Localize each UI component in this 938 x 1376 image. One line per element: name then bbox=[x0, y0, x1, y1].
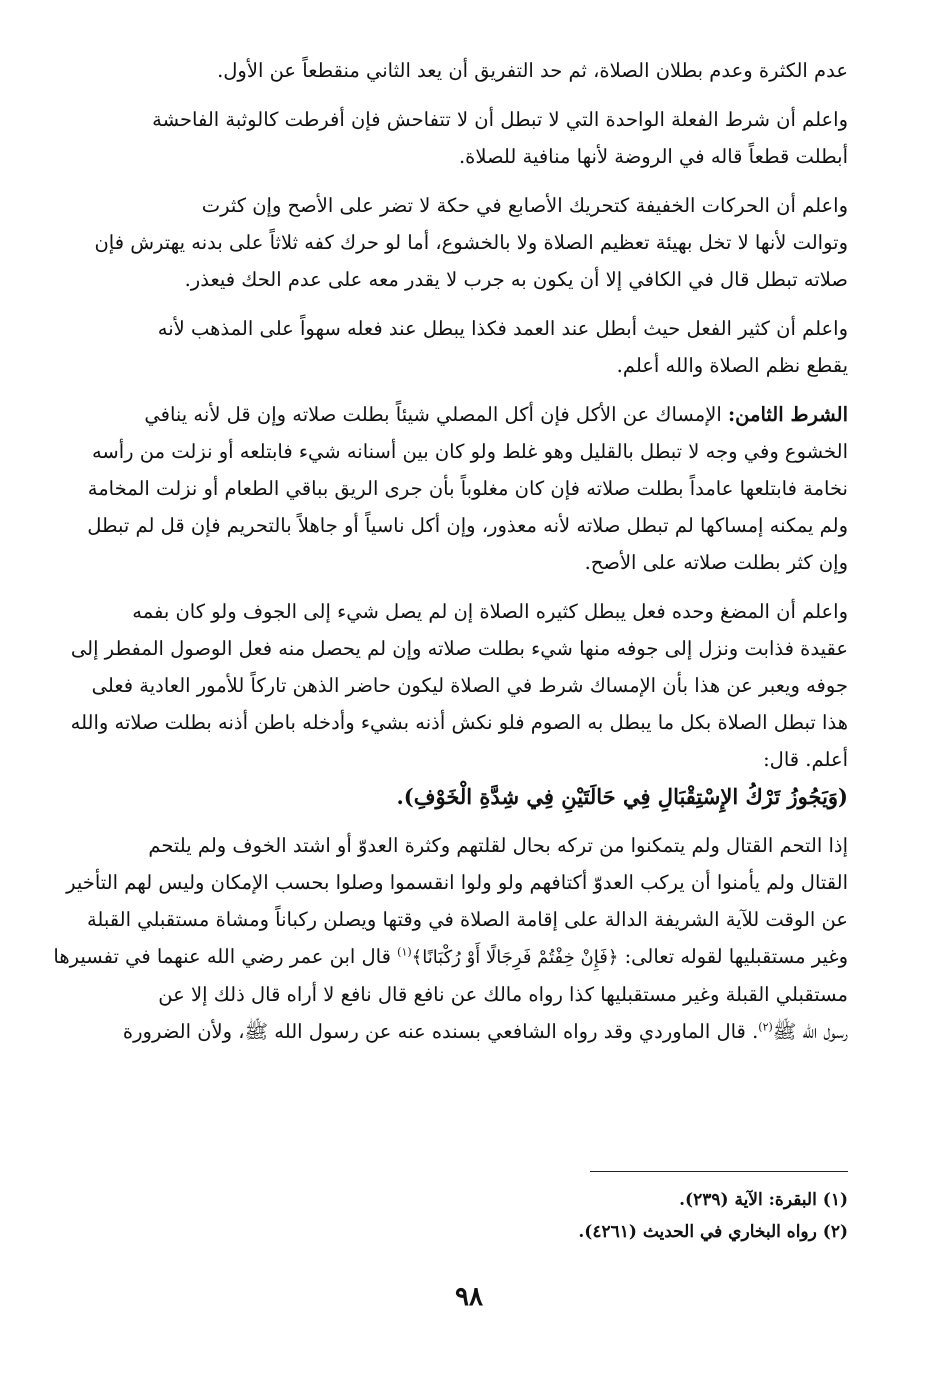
section-heading: الشرط الثامن: bbox=[727, 403, 848, 426]
footnote-1: (١) البقرة: الآية (٢٣٩). bbox=[679, 1190, 848, 1210]
text-line: مستقبلي القبلة وغير مستقبليها كذا رواه مالك عن نافع قال نافع لا أراه قال ذلك إلا عن bbox=[158, 983, 848, 1006]
text-line: هذا تبطل الصلاة بكل ما يبطل به الصوم فلو نكش أذنه بشيء وأدخله باطن أذنه بطلت صلاته والله bbox=[70, 711, 848, 734]
quran-verse: ﴿فَإِنْ خِفْتُمْ فَرِجَالًا أَوْ رُكْبَانًا﴾ bbox=[411, 947, 619, 968]
matn-quote: (وَيَجُوزُ تَرْكُ الإِسْتِقْبَالِ فِي حَالَتَيْنِ فِي شِدَّةِ الْخَوْفِ). bbox=[396, 784, 848, 809]
text-line: نخامة فابتلعها عامداً بطلت صلاته فإن كان مغلوباً بأن جرى الريق بباقي الطعام أو نزلت المخامة bbox=[87, 477, 848, 500]
paragraph-1 bbox=[92, 52, 848, 89]
paragraph-3 bbox=[92, 187, 848, 298]
text-span: . قال الماوردي وقد رواه الشافعي بسنده عنه عن رسول الله ﷺ، ولأن الضرورة bbox=[122, 1020, 759, 1043]
text-span: وغير مستقبليها لقوله تعالى: bbox=[624, 945, 848, 968]
paragraph-4 bbox=[92, 310, 848, 384]
text-line: واعلم أن شرط الفعلة الواحدة التي لا تبطل أن لا تتفاحش فإن أفرطت كالوثبة الفاحشة bbox=[152, 108, 848, 131]
text-span: الإمساك عن الأكل فإن أكل المصلي شيئاً بطلت صلاته وإن قل لأنه ينافي bbox=[144, 403, 722, 426]
page-body bbox=[53, 52, 848, 1050]
text-line: أبطلت قطعاً قاله في الروضة لأنها منافية للصلاة. bbox=[458, 145, 848, 168]
text-line: واعلم أن الحركات الخفيفة كتحريك الأصابع في حكة لا تضر على الأصح وإن كثرت bbox=[201, 194, 848, 217]
text-line: صلاته تبطل قال في الكافي إلا أن يكون به جرب لا يقدر معه على عدم الحك فيعذر. bbox=[184, 268, 848, 291]
paragraph-eighth-condition bbox=[87, 396, 848, 581]
text-line: وإن كثر بطلت صلاته على الأصح. bbox=[584, 551, 848, 574]
paragraph-7 bbox=[53, 827, 848, 1050]
text-line: عن الوقت للآية الشريفة الدالة على إقامة الصلاة في وقتها ويصلن ركباناً ومشاة مستقبلي القبلة bbox=[86, 908, 848, 931]
text-line: جوفه ويعبر عن هذا بأن الإمساك شرط في الصلاة ليكون حاضر الذهن تاركاً للأمور العادية فعلى bbox=[91, 674, 848, 697]
text-line: عدم الكثرة وعدم بطلان الصلاة، ثم حد التفريق أن يعد الثاني منقطعاً عن الأول. bbox=[217, 59, 848, 82]
paragraph-2 bbox=[92, 101, 848, 175]
text-line bbox=[92, 396, 848, 433]
text-line: إذا التحم القتال ولم يتمكنوا من تركه بحال لقلتهم وكثرة العدوّ أو اشتد الخوف ولم يلتحم bbox=[148, 834, 848, 857]
footnote-divider bbox=[590, 1171, 848, 1172]
text-line: واعلم أن المضغ وحده فعل يبطل كثيره الصلاة إن لم يصل شيء إلى الجوف ولو كان بفمه bbox=[132, 600, 848, 623]
footnotes bbox=[92, 1184, 848, 1248]
text-line: واعلم أن كثير الفعل حيث أبطل عند العمد فكذا يبطل عند فعله سهواً على المذهب لأنه bbox=[157, 317, 848, 340]
footnote-marker: (٢) bbox=[758, 1020, 773, 1034]
footnote-marker: (١) bbox=[397, 945, 412, 959]
text-line: عقيدة فذابت ونزل إلى جوفه منها شيء بطلت صلاته وإن لم يحصل منه فعل الوصول المفطر إلى bbox=[70, 637, 848, 660]
text-line: الخشوع وفي وجه لا تبطل بالقليل وهو غلط ولو كان بين أسنانه شيء فابتلعه أو نزلت من رأسه bbox=[91, 440, 848, 463]
text-line: وتوالت لأنها لا تخل بهيئة تعظيم الصلاة ولا بالخشوع، أما لو حرك كفه ثلاثاً على بدنه يهترش فإن bbox=[94, 231, 848, 254]
text-line: أعلم. قال: bbox=[763, 748, 848, 771]
text-span: قال ابن عمر رضي الله عنهما في تفسيرها bbox=[53, 945, 391, 968]
footnote-2: (٢) رواه البخاري في الحديث (٤٢٦١). bbox=[578, 1222, 848, 1242]
text-line: القتال ولم يأمنوا أن يركب العدوّ أكتافهم ولو ولوا انقسموا وصلوا بحسب الإمكان وليس لهم التأخير bbox=[66, 871, 848, 894]
text-line bbox=[53, 938, 848, 976]
paragraph-6 bbox=[70, 593, 848, 778]
text-line bbox=[92, 1013, 848, 1050]
text-line: ولم يمكنه إمساكها لم تبطل صلاته لأنه معذور، وإن أكل ناسياً أو جاهلاً بالتحريم فإن قل لم تبطل bbox=[87, 514, 848, 537]
text-line: يقطع نظم الصلاة والله أعلم. bbox=[616, 354, 848, 377]
text-span: رسول الله ﷺ bbox=[772, 1020, 848, 1043]
page-number: ٩٨ bbox=[455, 1282, 483, 1312]
